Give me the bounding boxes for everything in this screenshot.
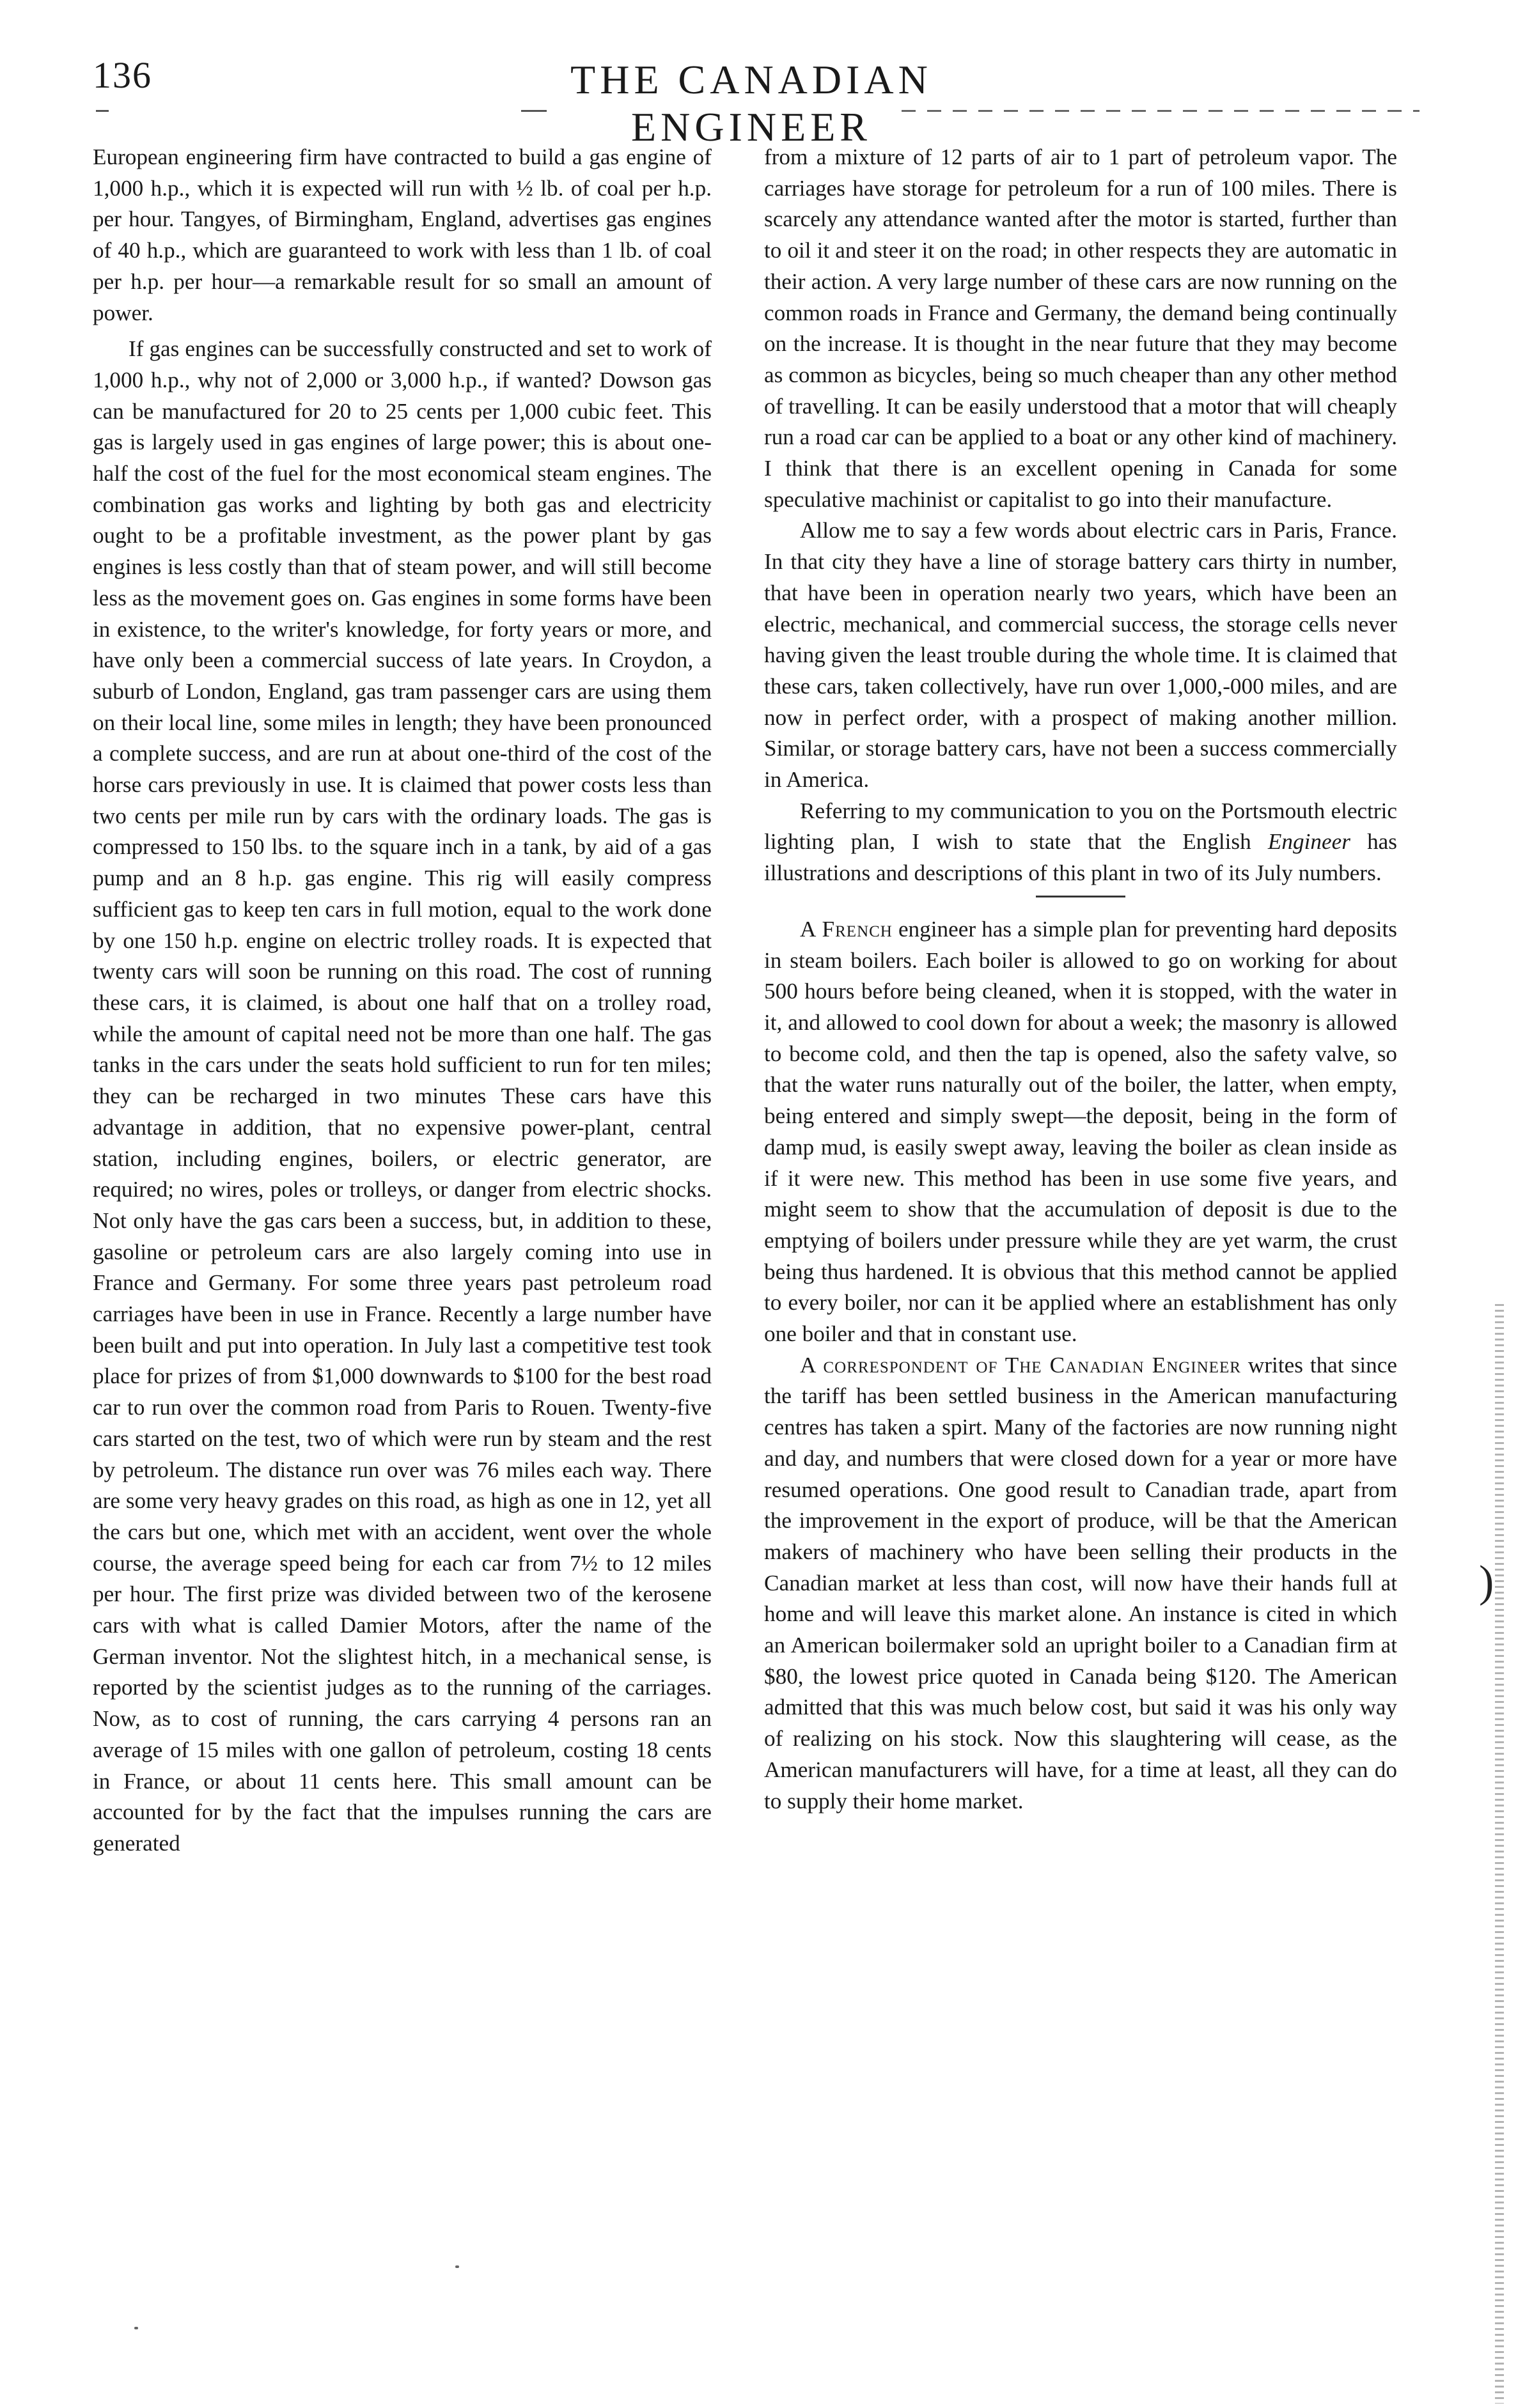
section-divider [1036, 896, 1125, 897]
page-title: THE CANADIAN ENGINEER [570, 57, 932, 150]
header-rule-mid [521, 110, 547, 112]
page-number: 136 [93, 54, 152, 96]
right-paragraph-5 [764, 1350, 1397, 1817]
right-paragraph-2: Allow me to say a few words about electric cars in Paris, France. In that city they have a line of storage battery cars thirty in number, that have been in operation nearly two years, which have been an electric, mechanical, and commercial success, the storage cells never having given the least trouble during the whole time. It is claimed that these cars, taken collectively, have run over 1,000,-000 miles, and are now in perfect order, with a prospect of making another million. Similar, or storage battery cars, have not been a success commercially in America. [764, 518, 1397, 793]
right-column [764, 142, 1397, 1817]
left-paragraph-1: European engineering firm have contracted to build a gas engine of 1,000 h.p., which it is expected will run with ½ lb. of coal per h.p. per hour. Tangyes, of Birmingham, England, advertises gas engines of 40 h.p., which are guaranteed to work with less than 1 lb. of coal per h.p. per hour—a remarkable result for so small an amount of power. [93, 144, 712, 325]
scan-speck [455, 2265, 459, 2268]
right-paragraph-5-text: writes that since the tariff has been settled business in the American manufacturing centres has taken a spirt. Many of the factories are now running night and day, and numbers that were closed down for a year or more have resumed operations. One good result to Canadian trade, apart from the improvement in the export of produce, will be that the American makers of machinery who have been selling their products in the Canadian market at less than cost, will now have their hands full at home and will leave this market alone. An instance is cited in which an American boilermaker sold an upright boiler to a Canadian firm at $80, the lowest price quoted in Canada being $120. The American admitted that this was much below cost, but said it was his only way of realizing on his stock. Now this slaughtering will cease, as the American manufacturers will have, for a time at least, all they can do to supply their home market. [764, 1352, 1397, 1814]
paragraph-lead-correspondent: A correspondent of The Canadian Engineer [800, 1352, 1241, 1378]
margin-bracket-mark: ) [1479, 1557, 1494, 1606]
right-paragraph-3-text-b: has illustrations and descriptions of this plant in two of its July numbers. [764, 829, 1397, 886]
header-rule-right [902, 110, 1419, 112]
right-paragraph-3 [764, 796, 1397, 889]
left-paragraph-2: If gas engines can be successfully constructed and set to work of 1,000 h.p., why not of 2,000 or 3,000 h.p., if wanted? Dowson gas can be manufactured for 20 to 25 cents per 1,000 cubic feet. This gas is largely used in gas engines of large power; this is about one-half the cost of the fuel for the most economical steam engines. The combination gas works and lighting by both gas and electricity ought to be a profitable investment, as the power plant by gas engines is less costly than that of steam power, and will still become less as the movement goes on. Gas engines in some forms have been in existence, to the writer's knowledge, for forty years or more, and have only been a commercial success of late years. In Croydon, a suburb of London, England, gas tram passenger cars are using them on their local line, some miles in length; they have been pronounced a complete success, and are run at about one-third of the cost of the horse cars previously in use. It is claimed that power costs less than two cents per mile run by cars with the ordinary loads. The gas is compressed to 150 lbs. to the square inch in a tank, by aid of a gas pump and an 8 h.p. gas engine. This rig will easily compress sufficient gas to keep ten cars in full motion, equal to the work done by one 150 h.p. engine on electric trolley roads. It is expected that twenty cars will soon be running on this road. The cost of running these cars, it is claimed, is about one half that on a trolley road, while the amount of capital need not be more than one half. The gas tanks in the cars under the seats hold sufficient to run for ten miles; they can be recharged in two minutes These cars have this advantage in addition, that no expensive power-plant, central station, including engines, boilers, or electric generator, are required; no wires, poles or trolleys, or danger from electric shocks. Not only have the gas cars been a success, but, in addition to these, gasoline or petroleum cars are also largely coming into use in France and Germany. For some three years past petroleum road carriages have been in use in France. Recently a large number have been built and put into operation. In July last a competitive test took place for prizes of from $1,000 downwards to $100 for the best road car to run over the common road from Paris to Rouen. Twenty-five cars started on the test, two of which were run by steam and the rest by petroleum. The distance run over was 76 miles each way. There are some very heavy grades on this road, as high as one in 12, yet all the cars but one, which met with an accident, went over the whole course, the average speed being for each car from 7½ to 12 miles per hour. The first prize was divided between two of the kerosene cars with what is called Damier Motors, after the name of the German inventor. Not the slightest hitch, in a mechanical sense, is reported by the scientist judges as to the running of the carriages. Now, as to cost of running, the cars carrying 4 persons ran an average of 15 miles with one gallon of petroleum, costing 18 cents in France, or about 11 cents here. This small amount can be accounted for by the fact that the impulses running the cars are generated [93, 336, 712, 1856]
paragraph-lead-french: A French [800, 916, 893, 942]
scan-speck [134, 2327, 138, 2329]
left-column [93, 142, 712, 1860]
scan-edge-strip [1495, 1304, 1504, 2404]
right-paragraph-4 [764, 914, 1397, 1350]
journal-name: Engineer [1267, 829, 1350, 855]
right-paragraph-3-text-a: Referring to my communication to you on the Portsmouth electric lighting plan, I wish to state that the English [764, 798, 1397, 855]
right-paragraph-4-text: engineer has a simple plan for preventing hard deposits in steam boilers. Each boiler is allowed to go on working for about 500 hours before being cleaned, when it is stopped, with the water in it, and allowed to cool down for about a week; the masonry is allowed to become cold, and then the tap is opened, also the safety valve, so that the water runs naturally out of the boiler, the latter, when empty, being entered and simply swept—the deposit, being in the form of damp mud, is easily swept away, leaving the boiler as clean inside as if it were new. This method has been in use some five years, and might seem to show that the accumulation of deposit is due to the emptying of boilers under pressure while they are yet warm, the crust being thus hardened. It is obvious that this method cannot be applied to every boiler, nor can it be applied where an establishment has only one boiler and that in constant use. [764, 916, 1397, 1347]
right-paragraph-1: from a mixture of 12 parts of air to 1 part of petroleum vapor. The carriages have storage for petroleum for a run of 100 miles. There is scarcely any attendance wanted after the motor is started, further than to oil it and steer it on the road; in other respects they are automatic in their action. A very large number of these cars are now running on the common roads in France and Germany, the demand being continually on the increase. It is thought in the near future that they may become as common as bicycles, being so much cheaper than any other method of travelling. It can be easily understood that a motor that will cheaply run a road car can be applied to a boat or any other kind of machinery. I think that there is an excellent opening in Canada for some speculative machinist or capitalist to go into their manufacture. [764, 144, 1397, 512]
header-rule-left [96, 110, 109, 112]
